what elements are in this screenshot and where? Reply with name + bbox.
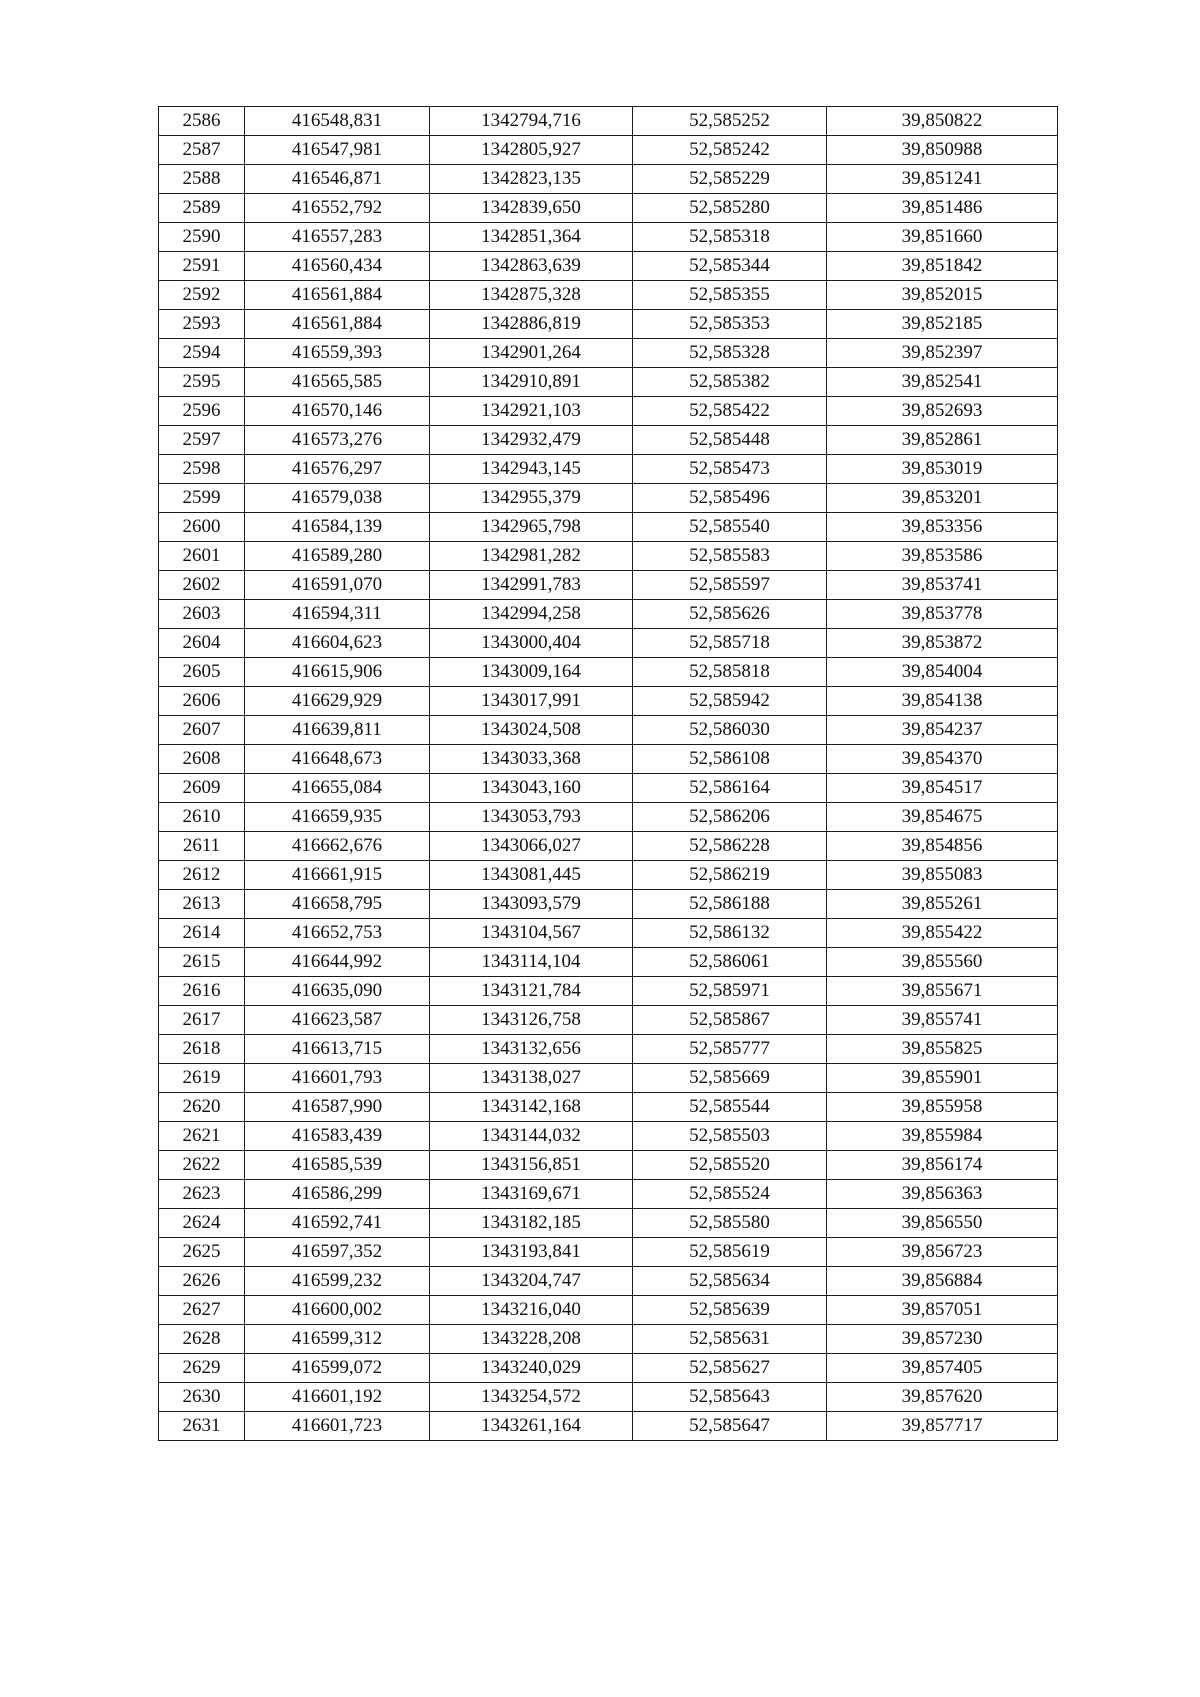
y-coordinate-cell: 1342965,798 [430,513,633,542]
longitude-cell: 39,853586 [827,542,1058,571]
x-coordinate-cell: 416635,090 [245,977,430,1006]
y-coordinate-cell: 1343000,404 [430,629,633,658]
x-coordinate-cell: 416548,831 [245,107,430,136]
table-row [159,658,1058,687]
y-coordinate-cell: 1343261,164 [430,1412,633,1441]
coordinates-table [158,106,1058,1441]
latitude-cell: 52,585503 [633,1122,827,1151]
table-row [159,252,1058,281]
x-coordinate-cell: 416573,276 [245,426,430,455]
longitude-cell: 39,855422 [827,919,1058,948]
y-coordinate-cell: 1342863,639 [430,252,633,281]
point-number-cell: 2602 [159,571,245,600]
point-number-cell: 2588 [159,165,245,194]
y-coordinate-cell: 1342851,364 [430,223,633,252]
point-number-cell: 2620 [159,1093,245,1122]
y-coordinate-cell: 1343156,851 [430,1151,633,1180]
table-row [159,397,1058,426]
table-row [159,194,1058,223]
longitude-cell: 39,857230 [827,1325,1058,1354]
table-row [159,1296,1058,1325]
point-number-cell: 2591 [159,252,245,281]
x-coordinate-cell: 416601,723 [245,1412,430,1441]
y-coordinate-cell: 1343204,747 [430,1267,633,1296]
longitude-cell: 39,855083 [827,861,1058,890]
x-coordinate-cell: 416559,393 [245,339,430,368]
x-coordinate-cell: 416601,793 [245,1064,430,1093]
x-coordinate-cell: 416599,312 [245,1325,430,1354]
point-number-cell: 2626 [159,1267,245,1296]
latitude-cell: 52,585422 [633,397,827,426]
longitude-cell: 39,857717 [827,1412,1058,1441]
table-row [159,368,1058,397]
longitude-cell: 39,856174 [827,1151,1058,1180]
table-row [159,281,1058,310]
latitude-cell: 52,585818 [633,658,827,687]
point-number-cell: 2611 [159,832,245,861]
x-coordinate-cell: 416592,741 [245,1209,430,1238]
longitude-cell: 39,855261 [827,890,1058,919]
table-row [159,629,1058,658]
table-row [159,542,1058,571]
y-coordinate-cell: 1342805,927 [430,136,633,165]
y-coordinate-cell: 1342943,145 [430,455,633,484]
point-number-cell: 2605 [159,658,245,687]
y-coordinate-cell: 1343182,185 [430,1209,633,1238]
longitude-cell: 39,852185 [827,310,1058,339]
x-coordinate-cell: 416557,283 [245,223,430,252]
point-number-cell: 2614 [159,919,245,948]
table-row [159,1325,1058,1354]
table-row [159,1151,1058,1180]
point-number-cell: 2592 [159,281,245,310]
y-coordinate-cell: 1343142,168 [430,1093,633,1122]
point-number-cell: 2625 [159,1238,245,1267]
longitude-cell: 39,851241 [827,165,1058,194]
latitude-cell: 52,585382 [633,368,827,397]
y-coordinate-cell: 1342794,716 [430,107,633,136]
longitude-cell: 39,853872 [827,629,1058,658]
point-number-cell: 2609 [159,774,245,803]
latitude-cell: 52,585634 [633,1267,827,1296]
point-number-cell: 2631 [159,1412,245,1441]
point-number-cell: 2599 [159,484,245,513]
table-row [159,513,1058,542]
y-coordinate-cell: 1343193,841 [430,1238,633,1267]
x-coordinate-cell: 416600,002 [245,1296,430,1325]
longitude-cell: 39,852015 [827,281,1058,310]
table-row [159,803,1058,832]
x-coordinate-cell: 416585,539 [245,1151,430,1180]
table-row [159,426,1058,455]
latitude-cell: 52,585473 [633,455,827,484]
point-number-cell: 2612 [159,861,245,890]
y-coordinate-cell: 1343104,567 [430,919,633,948]
latitude-cell: 52,586164 [633,774,827,803]
x-coordinate-cell: 416613,715 [245,1035,430,1064]
latitude-cell: 52,585619 [633,1238,827,1267]
table-row [159,571,1058,600]
longitude-cell: 39,854675 [827,803,1058,832]
latitude-cell: 52,585242 [633,136,827,165]
x-coordinate-cell: 416658,795 [245,890,430,919]
longitude-cell: 39,857405 [827,1354,1058,1383]
y-coordinate-cell: 1343144,032 [430,1122,633,1151]
longitude-cell: 39,857620 [827,1383,1058,1412]
longitude-cell: 39,854517 [827,774,1058,803]
latitude-cell: 52,585942 [633,687,827,716]
point-number-cell: 2586 [159,107,245,136]
longitude-cell: 39,854856 [827,832,1058,861]
y-coordinate-cell: 1342991,783 [430,571,633,600]
y-coordinate-cell: 1342932,479 [430,426,633,455]
point-number-cell: 2610 [159,803,245,832]
table-row [159,165,1058,194]
point-number-cell: 2621 [159,1122,245,1151]
longitude-cell: 39,853741 [827,571,1058,600]
x-coordinate-cell: 416659,935 [245,803,430,832]
latitude-cell: 52,585318 [633,223,827,252]
latitude-cell: 52,585344 [633,252,827,281]
point-number-cell: 2603 [159,600,245,629]
point-number-cell: 2630 [159,1383,245,1412]
point-number-cell: 2593 [159,310,245,339]
point-number-cell: 2594 [159,339,245,368]
table-row [159,1180,1058,1209]
y-coordinate-cell: 1342955,379 [430,484,633,513]
point-number-cell: 2617 [159,1006,245,1035]
latitude-cell: 52,585867 [633,1006,827,1035]
point-number-cell: 2623 [159,1180,245,1209]
table-row [159,339,1058,368]
x-coordinate-cell: 416584,139 [245,513,430,542]
point-number-cell: 2597 [159,426,245,455]
y-coordinate-cell: 1342910,891 [430,368,633,397]
latitude-cell: 52,586188 [633,890,827,919]
x-coordinate-cell: 416546,871 [245,165,430,194]
point-number-cell: 2619 [159,1064,245,1093]
table-row [159,1035,1058,1064]
table-row [159,223,1058,252]
table-row [159,774,1058,803]
longitude-cell: 39,856363 [827,1180,1058,1209]
x-coordinate-cell: 416662,676 [245,832,430,861]
longitude-cell: 39,855825 [827,1035,1058,1064]
table-row [159,484,1058,513]
latitude-cell: 52,586030 [633,716,827,745]
point-number-cell: 2616 [159,977,245,1006]
latitude-cell: 52,585280 [633,194,827,223]
y-coordinate-cell: 1342981,282 [430,542,633,571]
table-row [159,1006,1058,1035]
table-body [159,107,1058,1441]
longitude-cell: 39,851842 [827,252,1058,281]
table-row [159,977,1058,1006]
latitude-cell: 52,585580 [633,1209,827,1238]
x-coordinate-cell: 416661,915 [245,861,430,890]
point-number-cell: 2627 [159,1296,245,1325]
y-coordinate-cell: 1343169,671 [430,1180,633,1209]
x-coordinate-cell: 416570,146 [245,397,430,426]
latitude-cell: 52,586206 [633,803,827,832]
latitude-cell: 52,585353 [633,310,827,339]
x-coordinate-cell: 416586,299 [245,1180,430,1209]
table-row [159,1412,1058,1441]
table-row [159,136,1058,165]
longitude-cell: 39,850988 [827,136,1058,165]
latitude-cell: 52,585328 [633,339,827,368]
latitude-cell: 52,585718 [633,629,827,658]
table-row [159,1383,1058,1412]
x-coordinate-cell: 416552,792 [245,194,430,223]
y-coordinate-cell: 1342901,264 [430,339,633,368]
y-coordinate-cell: 1342823,135 [430,165,633,194]
table-row [159,1238,1058,1267]
latitude-cell: 52,585520 [633,1151,827,1180]
point-number-cell: 2606 [159,687,245,716]
x-coordinate-cell: 416648,673 [245,745,430,774]
longitude-cell: 39,854237 [827,716,1058,745]
table-row [159,1064,1058,1093]
x-coordinate-cell: 416587,990 [245,1093,430,1122]
point-number-cell: 2628 [159,1325,245,1354]
latitude-cell: 52,586219 [633,861,827,890]
point-number-cell: 2601 [159,542,245,571]
latitude-cell: 52,585639 [633,1296,827,1325]
point-number-cell: 2587 [159,136,245,165]
point-number-cell: 2598 [159,455,245,484]
y-coordinate-cell: 1343254,572 [430,1383,633,1412]
x-coordinate-cell: 416639,811 [245,716,430,745]
latitude-cell: 52,585643 [633,1383,827,1412]
longitude-cell: 39,850822 [827,107,1058,136]
point-number-cell: 2595 [159,368,245,397]
table-row [159,948,1058,977]
latitude-cell: 52,586108 [633,745,827,774]
table-row [159,1267,1058,1296]
x-coordinate-cell: 416629,929 [245,687,430,716]
longitude-cell: 39,853019 [827,455,1058,484]
longitude-cell: 39,855984 [827,1122,1058,1151]
x-coordinate-cell: 416561,884 [245,281,430,310]
longitude-cell: 39,856723 [827,1238,1058,1267]
latitude-cell: 52,585971 [633,977,827,1006]
table-row [159,1093,1058,1122]
y-coordinate-cell: 1342886,819 [430,310,633,339]
y-coordinate-cell: 1343138,027 [430,1064,633,1093]
point-number-cell: 2618 [159,1035,245,1064]
y-coordinate-cell: 1343121,784 [430,977,633,1006]
point-number-cell: 2622 [159,1151,245,1180]
longitude-cell: 39,852397 [827,339,1058,368]
table-row [159,832,1058,861]
longitude-cell: 39,853356 [827,513,1058,542]
y-coordinate-cell: 1343033,368 [430,745,633,774]
latitude-cell: 52,585252 [633,107,827,136]
latitude-cell: 52,585777 [633,1035,827,1064]
longitude-cell: 39,852861 [827,426,1058,455]
x-coordinate-cell: 416583,439 [245,1122,430,1151]
y-coordinate-cell: 1342875,328 [430,281,633,310]
point-number-cell: 2590 [159,223,245,252]
latitude-cell: 52,585631 [633,1325,827,1354]
longitude-cell: 39,852541 [827,368,1058,397]
latitude-cell: 52,585448 [633,426,827,455]
y-coordinate-cell: 1343043,160 [430,774,633,803]
x-coordinate-cell: 416560,434 [245,252,430,281]
y-coordinate-cell: 1343053,793 [430,803,633,832]
longitude-cell: 39,855671 [827,977,1058,1006]
table-row [159,600,1058,629]
x-coordinate-cell: 416597,352 [245,1238,430,1267]
x-coordinate-cell: 416594,311 [245,600,430,629]
longitude-cell: 39,854004 [827,658,1058,687]
x-coordinate-cell: 416644,992 [245,948,430,977]
longitude-cell: 39,856884 [827,1267,1058,1296]
x-coordinate-cell: 416623,587 [245,1006,430,1035]
longitude-cell: 39,852693 [827,397,1058,426]
x-coordinate-cell: 416579,038 [245,484,430,513]
latitude-cell: 52,585669 [633,1064,827,1093]
latitude-cell: 52,585583 [633,542,827,571]
table-row [159,310,1058,339]
y-coordinate-cell: 1343017,991 [430,687,633,716]
y-coordinate-cell: 1343126,758 [430,1006,633,1035]
latitude-cell: 52,586061 [633,948,827,977]
longitude-cell: 39,853201 [827,484,1058,513]
y-coordinate-cell: 1343024,508 [430,716,633,745]
y-coordinate-cell: 1343093,579 [430,890,633,919]
x-coordinate-cell: 416655,084 [245,774,430,803]
y-coordinate-cell: 1342921,103 [430,397,633,426]
table-row [159,1122,1058,1151]
x-coordinate-cell: 416547,981 [245,136,430,165]
table-row [159,687,1058,716]
table-row [159,1209,1058,1238]
x-coordinate-cell: 416604,623 [245,629,430,658]
longitude-cell: 39,857051 [827,1296,1058,1325]
y-coordinate-cell: 1343216,040 [430,1296,633,1325]
table-row [159,745,1058,774]
longitude-cell: 39,854370 [827,745,1058,774]
y-coordinate-cell: 1343066,027 [430,832,633,861]
table-row [159,861,1058,890]
y-coordinate-cell: 1342839,650 [430,194,633,223]
longitude-cell: 39,851486 [827,194,1058,223]
y-coordinate-cell: 1343132,656 [430,1035,633,1064]
table-row [159,455,1058,484]
point-number-cell: 2615 [159,948,245,977]
y-coordinate-cell: 1343114,104 [430,948,633,977]
point-number-cell: 2596 [159,397,245,426]
y-coordinate-cell: 1343009,164 [430,658,633,687]
x-coordinate-cell: 416652,753 [245,919,430,948]
latitude-cell: 52,585597 [633,571,827,600]
y-coordinate-cell: 1343228,208 [430,1325,633,1354]
y-coordinate-cell: 1342994,258 [430,600,633,629]
x-coordinate-cell: 416599,232 [245,1267,430,1296]
longitude-cell: 39,853778 [827,600,1058,629]
longitude-cell: 39,855560 [827,948,1058,977]
point-number-cell: 2604 [159,629,245,658]
longitude-cell: 39,855901 [827,1064,1058,1093]
point-number-cell: 2624 [159,1209,245,1238]
longitude-cell: 39,855958 [827,1093,1058,1122]
x-coordinate-cell: 416601,192 [245,1383,430,1412]
table-row [159,890,1058,919]
x-coordinate-cell: 416615,906 [245,658,430,687]
latitude-cell: 52,585229 [633,165,827,194]
latitude-cell: 52,586228 [633,832,827,861]
latitude-cell: 52,585540 [633,513,827,542]
x-coordinate-cell: 416565,585 [245,368,430,397]
x-coordinate-cell: 416576,297 [245,455,430,484]
point-number-cell: 2613 [159,890,245,919]
table-row [159,107,1058,136]
y-coordinate-cell: 1343240,029 [430,1354,633,1383]
x-coordinate-cell: 416599,072 [245,1354,430,1383]
table-row [159,1354,1058,1383]
point-number-cell: 2629 [159,1354,245,1383]
latitude-cell: 52,585496 [633,484,827,513]
latitude-cell: 52,585524 [633,1180,827,1209]
y-coordinate-cell: 1343081,445 [430,861,633,890]
latitude-cell: 52,585626 [633,600,827,629]
point-number-cell: 2600 [159,513,245,542]
table-row [159,919,1058,948]
longitude-cell: 39,855741 [827,1006,1058,1035]
x-coordinate-cell: 416561,884 [245,310,430,339]
latitude-cell: 52,585647 [633,1412,827,1441]
x-coordinate-cell: 416589,280 [245,542,430,571]
longitude-cell: 39,856550 [827,1209,1058,1238]
table-row [159,716,1058,745]
point-number-cell: 2607 [159,716,245,745]
x-coordinate-cell: 416591,070 [245,571,430,600]
latitude-cell: 52,585544 [633,1093,827,1122]
latitude-cell: 52,585355 [633,281,827,310]
latitude-cell: 52,585627 [633,1354,827,1383]
longitude-cell: 39,851660 [827,223,1058,252]
point-number-cell: 2608 [159,745,245,774]
longitude-cell: 39,854138 [827,687,1058,716]
latitude-cell: 52,586132 [633,919,827,948]
point-number-cell: 2589 [159,194,245,223]
